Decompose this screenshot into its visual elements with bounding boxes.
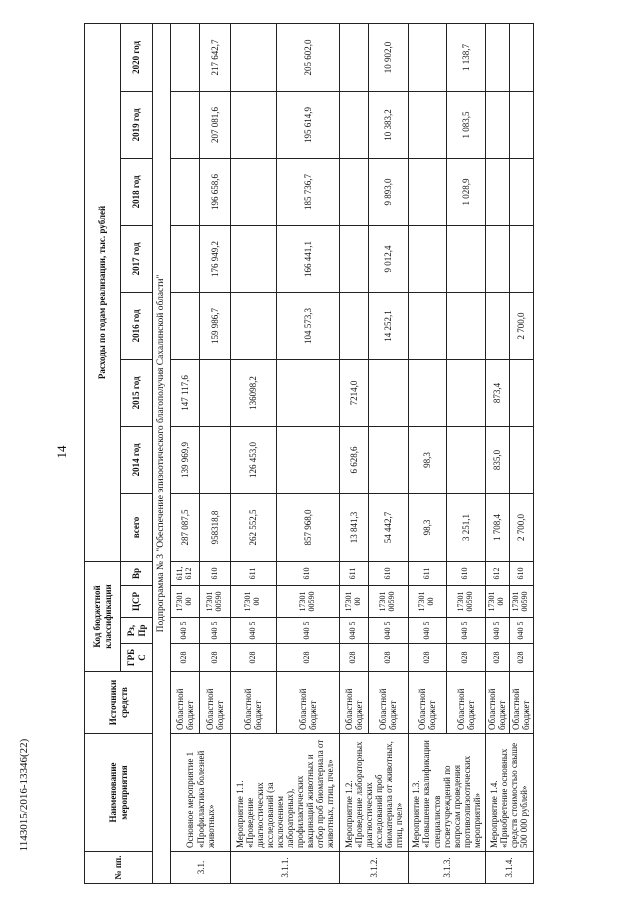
document-id: 1143015/2016-13346(22)	[18, 738, 30, 852]
cell-csr: 17301 00590	[447, 586, 485, 618]
cell-y2015	[509, 359, 533, 426]
cell-source: Областной бюджет	[447, 672, 485, 734]
subprogram-row	[153, 23, 171, 883]
header-year: 2020 год	[121, 23, 153, 91]
cell-y2017: 176 949,2	[200, 225, 231, 292]
table-row	[408, 23, 446, 883]
cell-grbs: 028	[339, 644, 368, 672]
header-budget-code: Код бюджетной классификации	[85, 561, 121, 671]
cell-y2020: 1 138,7	[447, 23, 485, 91]
cell-y2015	[447, 359, 485, 426]
cell-y2015: 136098,2	[231, 359, 276, 426]
cell-rzpr: 040 5	[276, 618, 339, 644]
page-number: 14	[54, 445, 69, 459]
cell-y2014	[509, 426, 533, 493]
cell-source: Областной бюджет	[509, 672, 533, 734]
cell-num: 3.1.1.	[231, 852, 339, 884]
cell-y2018	[339, 158, 368, 225]
cell-y2018: 185 736,7	[276, 158, 339, 225]
cell-csr: 17301 00	[231, 586, 276, 618]
cell-rzpr: 040 5	[231, 618, 276, 644]
cell-y2015: 147 117,6	[170, 359, 199, 426]
cell-num: 3.1.4.	[485, 852, 533, 884]
cell-csr: 17301 00	[485, 586, 509, 618]
cell-y2020	[339, 23, 368, 91]
header-vr: Вр	[121, 561, 153, 585]
cell-grbs: 028	[509, 644, 533, 672]
cell-y2017: 9 012,4	[369, 225, 409, 292]
cell-name: Мероприятие 1.4. «Приобретение основных средств стоимостью свыше 500 000 рублей»	[485, 734, 533, 852]
cell-y2018	[509, 158, 533, 225]
cell-total: 287 087,5	[170, 493, 199, 561]
cell-y2019	[509, 91, 533, 158]
cell-total: 54 442,7	[369, 493, 409, 561]
cell-y2019	[170, 91, 199, 158]
cell-vr: 610	[509, 561, 533, 585]
header-expenses: Расходы по годам реализации, тыс. рублей	[85, 23, 121, 561]
cell-y2020: 10 902,0	[369, 23, 409, 91]
cell-y2016: 159 986,7	[200, 292, 231, 359]
cell-y2016: 104 573,3	[276, 292, 339, 359]
cell-y2015	[200, 359, 231, 426]
cell-total: 1 708,4	[485, 493, 509, 561]
cell-num: 3.1.	[170, 852, 231, 884]
cell-rzpr: 040 5	[339, 618, 368, 644]
cell-y2018	[170, 158, 199, 225]
cell-rzpr: 040 5	[200, 618, 231, 644]
cell-grbs: 028	[231, 644, 276, 672]
cell-y2014: 126 453,0	[231, 426, 276, 493]
header-year: 2016 год	[121, 292, 153, 359]
cell-total: 13 841,3	[339, 493, 368, 561]
cell-source: Областной бюджет	[231, 672, 276, 734]
cell-name: Мероприятие 1.3. «Повышение квалификации специалистов госветучреждений по вопросам проведения противоэпизоотических мероприятий»	[408, 734, 485, 852]
cell-y2014	[276, 426, 339, 493]
cell-csr: 17301 00	[170, 586, 199, 618]
cell-y2018	[231, 158, 276, 225]
header-year: 2015 год	[121, 359, 153, 426]
header-row-1	[85, 23, 121, 883]
cell-total: 857 968,0	[276, 493, 339, 561]
table-row	[231, 23, 276, 883]
header-year: 2019 год	[121, 91, 153, 158]
cell-y2020	[509, 23, 533, 91]
header-grbs: ГРБ С	[121, 644, 153, 672]
cell-name: Основное мероприятие 1 «Профилактика болезней животных»	[170, 734, 231, 852]
cell-y2020	[231, 23, 276, 91]
cell-y2019: 195 614,9	[276, 91, 339, 158]
cell-grbs: 028	[408, 644, 446, 672]
cell-vr: 611	[339, 561, 368, 585]
cell-y2014	[200, 426, 231, 493]
cell-name: Мероприятие 1.2. «Проведение лабораторных диагностических исследований проб биоматериала от животных, птиц, пчел»	[339, 734, 408, 852]
cell-y2018	[485, 158, 509, 225]
cell-vr: 611	[408, 561, 446, 585]
cell-y2015	[408, 359, 446, 426]
cell-vr: 612	[485, 561, 509, 585]
header-total: всего	[121, 493, 153, 561]
subprogram-title: Подпрограмма № 3 "Обеспечение эпизоотического благополучия Сахалинской области"	[153, 23, 171, 883]
cell-total: 262 552,5	[231, 493, 276, 561]
header-year: 2014 год	[121, 426, 153, 493]
cell-y2015	[276, 359, 339, 426]
cell-y2016	[231, 292, 276, 359]
cell-y2016: 2 700,0	[509, 292, 533, 359]
cell-y2019	[408, 91, 446, 158]
cell-csr: 17301 00	[408, 586, 446, 618]
cell-y2017: 166 441,1	[276, 225, 339, 292]
cell-rzpr: 040 5	[509, 618, 533, 644]
cell-y2019	[485, 91, 509, 158]
cell-name: Мероприятие 1.1. «Проведение диагностических исследований (за исключением лабораторных), профилактических вакцинаций животных и отбор проб биоматериала от животных, птиц, пчел»	[231, 734, 339, 852]
cell-grbs: 028	[485, 644, 509, 672]
cell-y2014: 6 628,6	[339, 426, 368, 493]
cell-y2019	[339, 91, 368, 158]
cell-rzpr: 040 5	[170, 618, 199, 644]
cell-y2018	[408, 158, 446, 225]
cell-grbs: 028	[369, 644, 409, 672]
cell-y2016	[447, 292, 485, 359]
cell-y2016	[485, 292, 509, 359]
cell-source: Областной бюджет	[276, 672, 339, 734]
header-num: № пп.	[85, 852, 153, 884]
cell-y2020	[485, 23, 509, 91]
cell-source: Областной бюджет	[485, 672, 509, 734]
cell-source: Областной бюджет	[170, 672, 199, 734]
table-body	[153, 23, 534, 883]
cell-y2015: 7214,0	[339, 359, 368, 426]
cell-y2017	[170, 225, 199, 292]
header-year: 2018 год	[121, 158, 153, 225]
cell-y2017	[408, 225, 446, 292]
cell-y2016	[408, 292, 446, 359]
cell-y2018: 196 658,6	[200, 158, 231, 225]
cell-csr: 17301 00590	[509, 586, 533, 618]
cell-num: 3.1.2.	[339, 852, 408, 884]
header-year: 2017 год	[121, 225, 153, 292]
cell-y2016: 14 252,1	[369, 292, 409, 359]
cell-vr: 610	[369, 561, 409, 585]
cell-y2014	[447, 426, 485, 493]
cell-y2017	[339, 225, 368, 292]
cell-grbs: 028	[200, 644, 231, 672]
expenses-table	[84, 23, 534, 884]
cell-total: 98,3	[408, 493, 446, 561]
header-name: Наименование мероприятия	[85, 734, 153, 852]
cell-y2019: 10 383,2	[369, 91, 409, 158]
table-row	[339, 23, 368, 883]
cell-y2015	[369, 359, 409, 426]
cell-y2017	[509, 225, 533, 292]
cell-y2020	[408, 23, 446, 91]
cell-csr: 17301 00590	[200, 586, 231, 618]
header-rzpr: Рз, Пр	[121, 618, 153, 644]
cell-source: Областной бюджет	[339, 672, 368, 734]
cell-rzpr: 040 5	[408, 618, 446, 644]
cell-csr: 17301 00590	[369, 586, 409, 618]
cell-vr: 610	[447, 561, 485, 585]
cell-source: Областной бюджет	[200, 672, 231, 734]
cell-rzpr: 040 5	[485, 618, 509, 644]
cell-y2014: 835,0	[485, 426, 509, 493]
cell-y2020: 205 602,0	[276, 23, 339, 91]
cell-csr: 17301 00590	[276, 586, 339, 618]
cell-rzpr: 040 5	[369, 618, 409, 644]
cell-total: 2 700,0	[509, 493, 533, 561]
cell-y2014: 98,3	[408, 426, 446, 493]
cell-y2016	[339, 292, 368, 359]
cell-y2019: 207 081,6	[200, 91, 231, 158]
cell-y2018: 1 028,9	[447, 158, 485, 225]
cell-source: Областной бюджет	[408, 672, 446, 734]
rotated-table-wrapper	[84, 24, 534, 884]
cell-y2014: 139 969,9	[170, 426, 199, 493]
header-csr: ЦСР	[121, 586, 153, 618]
cell-rzpr: 040 5	[447, 618, 485, 644]
cell-grbs: 028	[447, 644, 485, 672]
cell-source: Областной бюджет	[369, 672, 409, 734]
cell-vr: 611, 612	[170, 561, 199, 585]
cell-csr: 17301 00	[339, 586, 368, 618]
header-source: Источники средств	[85, 672, 153, 734]
cell-y2020: 217 642,7	[200, 23, 231, 91]
cell-y2017	[447, 225, 485, 292]
cell-y2019: 1 083,5	[447, 91, 485, 158]
table-row	[485, 23, 509, 883]
cell-y2020	[170, 23, 199, 91]
cell-num: 3.1.3.	[408, 852, 485, 884]
cell-grbs: 028	[276, 644, 339, 672]
cell-y2017	[231, 225, 276, 292]
cell-vr: 610	[276, 561, 339, 585]
cell-y2014	[369, 426, 409, 493]
cell-y2016	[170, 292, 199, 359]
cell-y2015: 873,4	[485, 359, 509, 426]
cell-y2018: 9 893,0	[369, 158, 409, 225]
cell-vr: 611	[231, 561, 276, 585]
cell-y2017	[485, 225, 509, 292]
cell-total: 3 251,1	[447, 493, 485, 561]
table-row	[170, 23, 199, 883]
cell-total: 958318,8	[200, 493, 231, 561]
cell-vr: 610	[200, 561, 231, 585]
cell-grbs: 028	[170, 644, 199, 672]
cell-y2019	[231, 91, 276, 158]
